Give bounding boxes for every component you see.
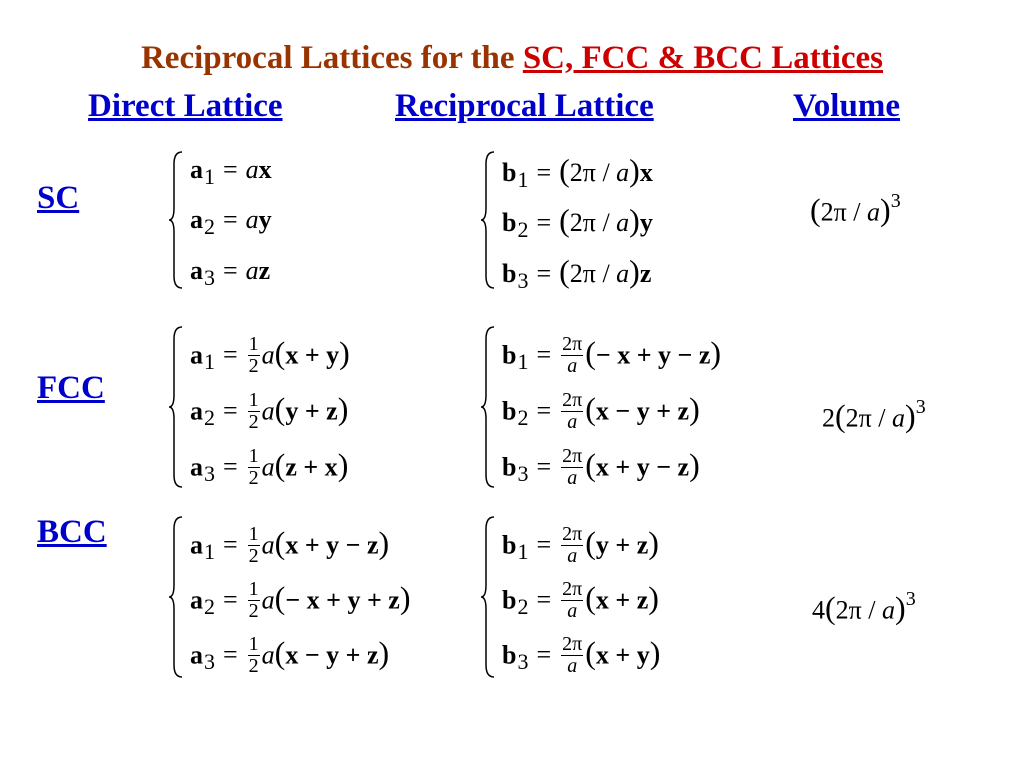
- header-volume[interactable]: Volume: [793, 88, 900, 124]
- fcc-a1-equation: $a_1$ = $\frac{1}{2}$ a(x + y): [190, 333, 350, 377]
- sc-b1-equation: $b_1 = (2\pi / a)x$: [502, 152, 653, 192]
- sc-volume: (2π / a)$^3$: [810, 190, 901, 228]
- title-link[interactable]: SC, FCC & BCC Lattices: [522, 40, 884, 76]
- brace-sc-direct: [168, 150, 186, 290]
- brace-bcc-direct: [168, 515, 186, 680]
- title-prefix: Reciprocal Lattices for the: [140, 40, 523, 76]
- sc-a1-equation: $a_1$ = ax: [190, 155, 272, 189]
- brace-bcc-reciprocal: [480, 515, 498, 680]
- label-fcc[interactable]: FCC: [37, 370, 105, 406]
- bcc-a2-equation: $a_2$ = $\frac{1}{2}$ a(− x + y + z): [190, 578, 411, 622]
- fcc-b2-equation: $b_2$ = $\frac{2\pi}{a}$ (x − y + z): [502, 389, 700, 433]
- bcc-a3-equation: $a_3$ = $\frac{1}{2}$ a(x − y + z): [190, 633, 390, 677]
- brace-sc-reciprocal: [480, 150, 498, 290]
- fcc-b1-equation: $b_1$ = $\frac{2\pi}{a}$ (− x + y − z): [502, 333, 722, 377]
- fcc-volume: 2(2π / a)$^3$: [822, 396, 926, 434]
- header-reciprocal-lattice[interactable]: Reciprocal Lattice: [395, 88, 654, 124]
- header-direct-lattice[interactable]: Direct Lattice: [88, 88, 283, 124]
- fcc-a2-equation: $a_2$ = $\frac{1}{2}$ a(y + z): [190, 389, 349, 433]
- brace-fcc-direct: [168, 325, 186, 490]
- bcc-b1-equation: $b_1$ = $\frac{2\pi}{a}$ (y + z): [502, 523, 659, 567]
- bcc-b3-equation: $b_3$ = $\frac{2\pi}{a}$ (x + y): [502, 633, 661, 677]
- bcc-b2-equation: $b_2$ = $\frac{2\pi}{a}$ (x + z): [502, 578, 659, 622]
- label-sc[interactable]: SC: [37, 180, 80, 216]
- sc-b3-equation: $b_3 = (2\pi / a)z$: [502, 253, 652, 293]
- fcc-b3-equation: $b_3$ = $\frac{2\pi}{a}$ (x + y − z): [502, 445, 700, 489]
- fcc-a3-equation: $a_3$ = $\frac{1}{2}$ a(z + x): [190, 445, 349, 489]
- label-bcc[interactable]: BCC: [37, 514, 107, 550]
- bcc-volume: 4(2π / a)$^3$: [812, 588, 916, 626]
- slide-title: [0, 38, 1024, 78]
- bcc-a1-equation: $a_1$ = $\frac{1}{2}$ a(x + y − z): [190, 523, 390, 567]
- sc-a3-equation: $a_3$ = az: [190, 256, 271, 290]
- brace-fcc-reciprocal: [480, 325, 498, 490]
- sc-a2-equation: $a_2$ = ay: [190, 205, 272, 239]
- sc-b2-equation: $b_2 = (2\pi / a)y$: [502, 202, 653, 242]
